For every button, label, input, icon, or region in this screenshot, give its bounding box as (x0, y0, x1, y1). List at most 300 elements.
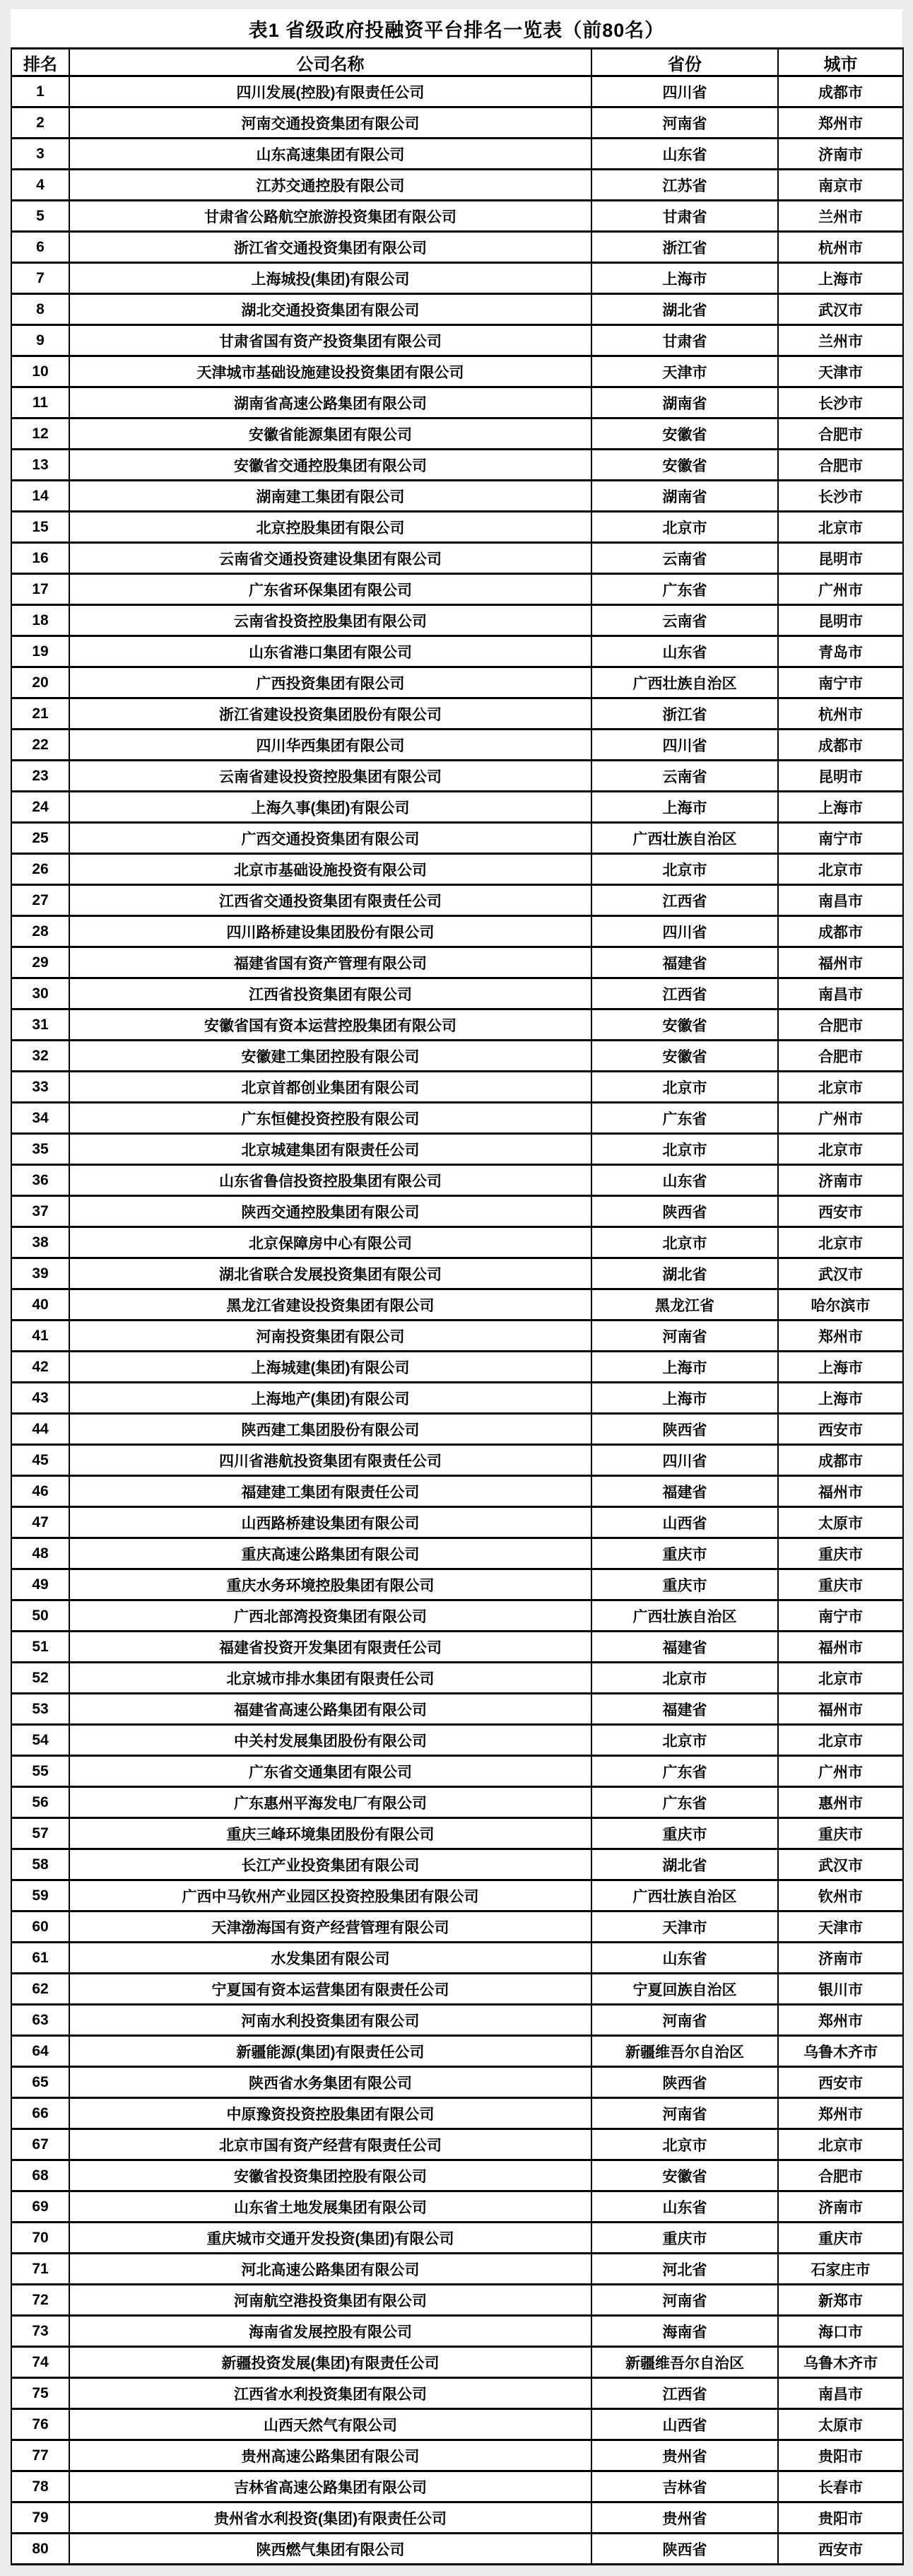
company-cell: 安徽建工集团控股有限公司 (69, 1041, 591, 1072)
table-row (11, 730, 903, 761)
table-row (11, 1507, 903, 1538)
table-row (11, 1227, 903, 1258)
city-cell: 西安市 (778, 1196, 903, 1227)
rank-cell: 47 (11, 1507, 69, 1538)
province-cell: 浙江省 (591, 232, 778, 263)
province-cell: 河南省 (591, 2098, 778, 2129)
table-row (11, 263, 903, 294)
province-cell: 江苏省 (591, 170, 778, 201)
table-row (11, 1694, 903, 1725)
table-row (11, 325, 903, 356)
rank-cell: 10 (11, 356, 69, 387)
city-cell: 合肥市 (778, 418, 903, 450)
company-cell: 上海城建(集团)有限公司 (69, 1352, 591, 1383)
table-row (11, 2098, 903, 2129)
company-cell: 福建省投资开发集团有限责任公司 (69, 1632, 591, 1663)
table-row (11, 2347, 903, 2378)
table-row (11, 1538, 903, 1569)
rank-cell: 49 (11, 1569, 69, 1600)
company-cell: 陕西交通控股集团有限公司 (69, 1196, 591, 1227)
company-cell: 广东惠州平海发电厂有限公司 (69, 1787, 591, 1818)
company-cell: 浙江省交通投资集团有限公司 (69, 232, 591, 263)
company-cell: 陕西燃气集团有限公司 (69, 2534, 591, 2565)
province-cell: 陕西省 (591, 2067, 778, 2098)
province-cell: 新疆维吾尔自治区 (591, 2036, 778, 2067)
rank-cell: 25 (11, 823, 69, 854)
city-cell: 杭州市 (778, 698, 903, 730)
province-cell: 山东省 (591, 1165, 778, 1196)
city-cell: 武汉市 (778, 1258, 903, 1289)
province-cell: 山西省 (591, 1507, 778, 1538)
rank-cell: 8 (11, 294, 69, 325)
city-cell: 长沙市 (778, 481, 903, 512)
rank-cell: 23 (11, 761, 69, 792)
province-cell: 上海市 (591, 1383, 778, 1414)
company-cell: 云南省交通投资建设集团有限公司 (69, 543, 591, 574)
company-cell: 山西路桥建设集团有限公司 (69, 1507, 591, 1538)
rank-cell: 40 (11, 1289, 69, 1321)
rank-cell: 72 (11, 2285, 69, 2316)
city-cell: 上海市 (778, 792, 903, 823)
city-cell: 北京市 (778, 854, 903, 885)
city-cell: 昆明市 (778, 543, 903, 574)
rank-cell: 43 (11, 1383, 69, 1414)
table-row (11, 1818, 903, 1849)
rank-cell: 31 (11, 1009, 69, 1041)
province-cell: 天津市 (591, 356, 778, 387)
rank-cell: 50 (11, 1600, 69, 1632)
column-header-company: 公司名称 (69, 49, 591, 76)
table-row (11, 1787, 903, 1818)
table-row (11, 854, 903, 885)
rank-cell: 13 (11, 450, 69, 481)
city-cell: 银川市 (778, 1974, 903, 2005)
province-cell: 上海市 (591, 1352, 778, 1383)
table-row (11, 1569, 903, 1600)
province-cell: 北京市 (591, 1072, 778, 1103)
company-cell: 长江产业投资集团有限公司 (69, 1849, 591, 1880)
city-cell: 广州市 (778, 574, 903, 605)
rank-cell: 65 (11, 2067, 69, 2098)
rank-cell: 58 (11, 1849, 69, 1880)
company-cell: 湖北省联合发展投资集团有限公司 (69, 1258, 591, 1289)
company-cell: 北京市基础设施投资有限公司 (69, 854, 591, 885)
city-cell: 成都市 (778, 1445, 903, 1476)
province-cell: 海南省 (591, 2316, 778, 2347)
company-cell: 陕西省水务集团有限公司 (69, 2067, 591, 2098)
province-cell: 四川省 (591, 730, 778, 761)
city-cell: 重庆市 (778, 2223, 903, 2254)
rank-cell: 54 (11, 1725, 69, 1756)
rank-cell: 36 (11, 1165, 69, 1196)
company-cell: 浙江省建设投资集团股份有限公司 (69, 698, 591, 730)
ranking-table (11, 47, 904, 2565)
table-row (11, 1476, 903, 1507)
table-row (11, 1321, 903, 1352)
table-row (11, 761, 903, 792)
rank-cell: 48 (11, 1538, 69, 1569)
city-cell: 新郑市 (778, 2285, 903, 2316)
rank-cell: 9 (11, 325, 69, 356)
city-cell: 北京市 (778, 1072, 903, 1103)
table-row (11, 2129, 903, 2160)
table-row (11, 2409, 903, 2440)
rank-cell: 28 (11, 916, 69, 947)
table-row (11, 1943, 903, 1974)
rank-cell: 18 (11, 605, 69, 636)
city-cell: 济南市 (778, 2191, 903, 2223)
company-cell: 河南水利投资集团有限公司 (69, 2005, 591, 2036)
company-cell: 山东高速集团有限公司 (69, 139, 591, 170)
province-cell: 北京市 (591, 512, 778, 543)
province-cell: 重庆市 (591, 2223, 778, 2254)
province-cell: 福建省 (591, 1632, 778, 1663)
rank-cell: 44 (11, 1414, 69, 1445)
rank-cell: 79 (11, 2502, 69, 2534)
rank-cell: 68 (11, 2160, 69, 2191)
city-cell: 成都市 (778, 76, 903, 107)
city-cell: 昆明市 (778, 605, 903, 636)
table-row (11, 418, 903, 450)
table-row (11, 916, 903, 947)
rank-cell: 14 (11, 481, 69, 512)
company-cell: 湖南建工集团有限公司 (69, 481, 591, 512)
province-cell: 广东省 (591, 1787, 778, 1818)
city-cell: 合肥市 (778, 1009, 903, 1041)
province-cell: 四川省 (591, 916, 778, 947)
city-cell: 福州市 (778, 1476, 903, 1507)
rank-cell: 51 (11, 1632, 69, 1663)
company-cell: 重庆城市交通开发投资(集团)有限公司 (69, 2223, 591, 2254)
table-row (11, 2440, 903, 2471)
table-row (11, 667, 903, 698)
rank-cell: 7 (11, 263, 69, 294)
province-cell: 江西省 (591, 978, 778, 1009)
table-row (11, 2036, 903, 2067)
rank-cell: 73 (11, 2316, 69, 2347)
company-cell: 河南投资集团有限公司 (69, 1321, 591, 1352)
province-cell: 山东省 (591, 139, 778, 170)
company-cell: 甘肃省公路航空旅游投资集团有限公司 (69, 201, 591, 232)
table-row (11, 356, 903, 387)
company-cell: 山东省港口集团有限公司 (69, 636, 591, 667)
province-cell: 河南省 (591, 2285, 778, 2316)
province-cell: 广西壮族自治区 (591, 1600, 778, 1632)
table-row (11, 201, 903, 232)
rank-cell: 15 (11, 512, 69, 543)
table-row (11, 294, 903, 325)
city-cell: 太原市 (778, 2409, 903, 2440)
province-cell: 贵州省 (591, 2440, 778, 2471)
table-row (11, 1632, 903, 1663)
table-row (11, 1974, 903, 2005)
province-cell: 湖北省 (591, 294, 778, 325)
table-row (11, 1258, 903, 1289)
table-row (11, 1134, 903, 1165)
company-cell: 广西投资集团有限公司 (69, 667, 591, 698)
rank-cell: 59 (11, 1880, 69, 1911)
table-row (11, 1725, 903, 1756)
city-cell: 兰州市 (778, 201, 903, 232)
rank-cell: 57 (11, 1818, 69, 1849)
province-cell: 湖南省 (591, 481, 778, 512)
company-cell: 中关村发展集团股份有限公司 (69, 1725, 591, 1756)
table-row (11, 139, 903, 170)
city-cell: 上海市 (778, 1383, 903, 1414)
company-cell: 安徽省投资集团控股有限公司 (69, 2160, 591, 2191)
city-cell: 南宁市 (778, 1600, 903, 1632)
province-cell: 贵州省 (591, 2502, 778, 2534)
table-row (11, 1352, 903, 1383)
city-cell: 成都市 (778, 916, 903, 947)
table-row (11, 1600, 903, 1632)
city-cell: 合肥市 (778, 2160, 903, 2191)
city-cell: 青岛市 (778, 636, 903, 667)
city-cell: 西安市 (778, 2534, 903, 2565)
rank-cell: 12 (11, 418, 69, 450)
company-cell: 北京首都创业集团有限公司 (69, 1072, 591, 1103)
city-cell: 郑州市 (778, 107, 903, 139)
province-cell: 新疆维吾尔自治区 (591, 2347, 778, 2378)
city-cell: 乌鲁木齐市 (778, 2347, 903, 2378)
company-cell: 甘肃省国有资产投资集团有限公司 (69, 325, 591, 356)
company-cell: 福建建工集团有限责任公司 (69, 1476, 591, 1507)
province-cell: 安徽省 (591, 450, 778, 481)
rank-cell: 42 (11, 1352, 69, 1383)
rank-cell: 66 (11, 2098, 69, 2129)
city-cell: 西安市 (778, 2067, 903, 2098)
province-cell: 黑龙江省 (591, 1289, 778, 1321)
company-cell: 中原豫资投资控股集团有限公司 (69, 2098, 591, 2129)
rank-cell: 39 (11, 1258, 69, 1289)
province-cell: 广西壮族自治区 (591, 1880, 778, 1911)
province-cell: 陕西省 (591, 2534, 778, 2565)
city-cell: 贵阳市 (778, 2440, 903, 2471)
province-cell: 福建省 (591, 1476, 778, 1507)
company-cell: 天津渤海国有资产经营管理有限公司 (69, 1911, 591, 1943)
province-cell: 北京市 (591, 1227, 778, 1258)
rank-cell: 46 (11, 1476, 69, 1507)
rank-cell: 33 (11, 1072, 69, 1103)
rank-cell: 80 (11, 2534, 69, 2565)
city-cell: 北京市 (778, 512, 903, 543)
city-cell: 北京市 (778, 1663, 903, 1694)
company-cell: 新疆能源(集团)有限责任公司 (69, 2036, 591, 2067)
table-row (11, 978, 903, 1009)
company-cell: 重庆高速公路集团有限公司 (69, 1538, 591, 1569)
city-cell: 北京市 (778, 1227, 903, 1258)
city-cell: 福州市 (778, 1694, 903, 1725)
table-row (11, 2223, 903, 2254)
table-row (11, 2316, 903, 2347)
company-cell: 北京保障房中心有限公司 (69, 1227, 591, 1258)
table-row (11, 2254, 903, 2285)
rank-cell: 22 (11, 730, 69, 761)
province-cell: 广西壮族自治区 (591, 667, 778, 698)
table-row (11, 2378, 903, 2409)
company-cell: 北京控股集团有限公司 (69, 512, 591, 543)
rank-cell: 60 (11, 1911, 69, 1943)
company-cell: 安徽省能源集团有限公司 (69, 418, 591, 450)
province-cell: 安徽省 (591, 418, 778, 450)
city-cell: 乌鲁木齐市 (778, 2036, 903, 2067)
province-cell: 福建省 (591, 1694, 778, 1725)
city-cell: 合肥市 (778, 1041, 903, 1072)
city-cell: 北京市 (778, 2129, 903, 2160)
table-row (11, 636, 903, 667)
rank-cell: 53 (11, 1694, 69, 1725)
rank-cell: 4 (11, 170, 69, 201)
company-cell: 水发集团有限公司 (69, 1943, 591, 1974)
city-cell: 重庆市 (778, 1569, 903, 1600)
table-row (11, 512, 903, 543)
table-row (11, 947, 903, 978)
rank-cell: 17 (11, 574, 69, 605)
city-cell: 长春市 (778, 2471, 903, 2502)
city-cell: 福州市 (778, 1632, 903, 1663)
company-cell: 江苏交通控股有限公司 (69, 170, 591, 201)
rank-cell: 34 (11, 1103, 69, 1134)
company-cell: 山东省土地发展集团有限公司 (69, 2191, 591, 2223)
province-cell: 天津市 (591, 1911, 778, 1943)
company-cell: 广西北部湾投资集团有限公司 (69, 1600, 591, 1632)
table-row (11, 1880, 903, 1911)
rank-cell: 11 (11, 387, 69, 418)
city-cell: 重庆市 (778, 1818, 903, 1849)
table-row (11, 1414, 903, 1445)
table-row (11, 574, 903, 605)
rank-cell: 69 (11, 2191, 69, 2223)
province-cell: 宁夏回族自治区 (591, 1974, 778, 2005)
city-cell: 上海市 (778, 1352, 903, 1383)
rank-cell: 21 (11, 698, 69, 730)
province-cell: 福建省 (591, 947, 778, 978)
company-cell: 云南省建设投资控股集团有限公司 (69, 761, 591, 792)
table-row (11, 792, 903, 823)
province-cell: 云南省 (591, 543, 778, 574)
province-cell: 上海市 (591, 792, 778, 823)
company-cell: 广东省交通集团有限公司 (69, 1756, 591, 1787)
table-row (11, 823, 903, 854)
city-cell: 南宁市 (778, 823, 903, 854)
rank-cell: 76 (11, 2409, 69, 2440)
province-cell: 江西省 (591, 2378, 778, 2409)
table-row (11, 1072, 903, 1103)
city-cell: 南京市 (778, 170, 903, 201)
province-cell: 安徽省 (591, 1041, 778, 1072)
city-cell: 天津市 (778, 356, 903, 387)
company-cell: 贵州省水利投资(集团)有限责任公司 (69, 2502, 591, 2534)
table-row (11, 2067, 903, 2098)
table-row (11, 1849, 903, 1880)
province-cell: 广东省 (591, 574, 778, 605)
province-cell: 北京市 (591, 1663, 778, 1694)
city-cell: 太原市 (778, 1507, 903, 1538)
rank-cell: 75 (11, 2378, 69, 2409)
company-cell: 安徽省交通控股集团有限公司 (69, 450, 591, 481)
table-row (11, 2534, 903, 2565)
table-row (11, 1663, 903, 1694)
company-cell: 山西天然气有限公司 (69, 2409, 591, 2440)
table-row (11, 1103, 903, 1134)
city-cell: 西安市 (778, 1414, 903, 1445)
rank-cell: 20 (11, 667, 69, 698)
company-cell: 广西中马钦州产业园区投资控股集团有限公司 (69, 1880, 591, 1911)
rank-cell: 71 (11, 2254, 69, 2285)
company-cell: 上海久事(集团)有限公司 (69, 792, 591, 823)
city-cell: 重庆市 (778, 1538, 903, 1569)
province-cell: 安徽省 (591, 1009, 778, 1041)
rank-cell: 1 (11, 76, 69, 107)
city-cell: 南宁市 (778, 667, 903, 698)
company-cell: 四川华西集团有限公司 (69, 730, 591, 761)
table-row (11, 1756, 903, 1787)
table-row (11, 1383, 903, 1414)
city-cell: 郑州市 (778, 2098, 903, 2129)
company-cell: 河北高速公路集团有限公司 (69, 2254, 591, 2285)
city-cell: 昆明市 (778, 761, 903, 792)
company-cell: 上海城投(集团)有限公司 (69, 263, 591, 294)
rank-cell: 27 (11, 885, 69, 916)
table-row (11, 698, 903, 730)
document-sheet (11, 9, 902, 2565)
rank-cell: 64 (11, 2036, 69, 2067)
table-row (11, 543, 903, 574)
province-cell: 广东省 (591, 1103, 778, 1134)
table-row (11, 1445, 903, 1476)
company-cell: 重庆三峰环境集团股份有限公司 (69, 1818, 591, 1849)
rank-cell: 62 (11, 1974, 69, 2005)
city-cell: 武汉市 (778, 1849, 903, 1880)
city-cell: 上海市 (778, 263, 903, 294)
company-cell: 贵州高速公路集团有限公司 (69, 2440, 591, 2471)
province-cell: 广西壮族自治区 (591, 823, 778, 854)
column-header-city: 城市 (778, 49, 903, 76)
company-cell: 广东省环保集团有限公司 (69, 574, 591, 605)
company-cell: 海南省发展控股有限公司 (69, 2316, 591, 2347)
rank-cell: 26 (11, 854, 69, 885)
city-cell: 广州市 (778, 1756, 903, 1787)
rank-cell: 19 (11, 636, 69, 667)
header-row (11, 49, 903, 76)
province-cell: 重庆市 (591, 1818, 778, 1849)
rank-cell: 2 (11, 107, 69, 139)
province-cell: 陕西省 (591, 1414, 778, 1445)
company-cell: 四川路桥建设集团股份有限公司 (69, 916, 591, 947)
province-cell: 浙江省 (591, 698, 778, 730)
table-row (11, 885, 903, 916)
city-cell: 广州市 (778, 1103, 903, 1134)
rank-cell: 63 (11, 2005, 69, 2036)
rank-cell: 77 (11, 2440, 69, 2471)
rank-cell: 74 (11, 2347, 69, 2378)
province-cell: 云南省 (591, 761, 778, 792)
company-cell: 北京城建集团有限责任公司 (69, 1134, 591, 1165)
city-cell: 济南市 (778, 139, 903, 170)
table-row (11, 605, 903, 636)
table-row (11, 2005, 903, 2036)
province-cell: 北京市 (591, 1134, 778, 1165)
table-row (11, 170, 903, 201)
table-row (11, 2502, 903, 2534)
city-cell: 济南市 (778, 1943, 903, 1974)
rank-cell: 56 (11, 1787, 69, 1818)
city-cell: 钦州市 (778, 1880, 903, 1911)
rank-cell: 38 (11, 1227, 69, 1258)
city-cell: 南昌市 (778, 885, 903, 916)
province-cell: 江西省 (591, 885, 778, 916)
table-row (11, 387, 903, 418)
